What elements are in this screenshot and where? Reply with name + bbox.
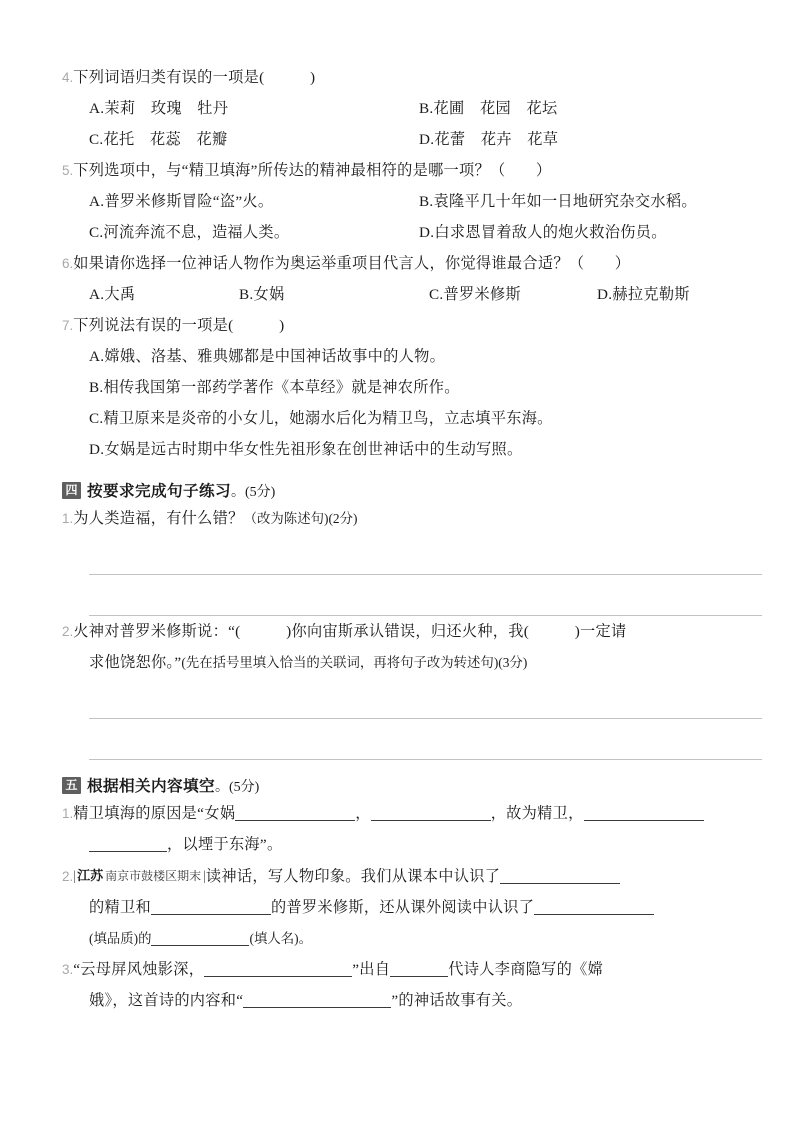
fill-blank[interactable]	[371, 805, 491, 821]
option-row	[89, 124, 762, 155]
section-four-item-1-note: （改为陈述句)(2分)	[243, 511, 358, 526]
section-four-item-2-number: 2.	[62, 624, 74, 639]
fill-blank[interactable]	[204, 961, 352, 977]
section-four-item-1	[62, 503, 762, 534]
option-B[interactable]: B.花圃 花园 花坛	[419, 100, 558, 117]
option-row	[89, 217, 762, 248]
fill-blank[interactable]	[243, 992, 391, 1008]
fill-blank[interactable]	[500, 868, 620, 884]
answer-line[interactable]	[89, 719, 762, 760]
question-5-answer-slot[interactable]	[506, 162, 536, 179]
fill-blank[interactable]	[534, 899, 654, 915]
fill-blank[interactable]	[584, 805, 704, 821]
option-B[interactable]: B.女娲	[239, 286, 285, 303]
option-C[interactable]: C.河流奔流不息，造福人类。	[89, 224, 290, 241]
option-A[interactable]: A.嫦娥、洛基、雅典娜都是中国神话故事中的人物。	[89, 348, 446, 365]
option-D[interactable]: D.白求恩冒着敌人的炮火救治伤员。	[419, 224, 667, 241]
section-four-item-1-answer-area[interactable]	[62, 534, 762, 616]
section-five-heading	[62, 774, 762, 796]
question-7-number: 7.	[62, 318, 74, 333]
section-four-item-2	[62, 616, 762, 678]
fill-blank[interactable]	[151, 930, 249, 946]
section-five-item-3-number: 3.	[62, 962, 74, 977]
region-province: 江苏	[77, 868, 104, 883]
option-A[interactable]: A.大禹	[89, 286, 136, 303]
section-five-item-3-line-1: 3.“云母屏风烛影深， ”出自 代诗人李商隐写的《嫦	[62, 961, 604, 978]
worksheet-content	[62, 62, 762, 1016]
section-five-badge: 五	[62, 777, 81, 794]
section-five-item-2-line-2: 的精卫和 的普罗米修斯，还从课外阅读中认识了	[62, 892, 762, 923]
section-five-item-2-line-1: 2.|江苏 南京市鼓楼区期末 |读神话，写人物印象。我们从课本中认识了	[62, 860, 762, 892]
section-five-item-1-number: 1.	[62, 806, 74, 821]
question-4-stem: 4.下列词语归类有误的一项是( )	[62, 69, 316, 86]
section-four-item-2-line-1: 2.火神对普罗米修斯说：“( )你向宙斯承认错误，归还火种，我( )一定请	[62, 623, 627, 640]
question-6-answer-slot[interactable]	[584, 255, 614, 272]
question-4-number: 4.	[62, 70, 74, 85]
option-C[interactable]: C.花托 花蕊 花瓣	[89, 131, 228, 148]
question-5-stem: 5.下列选项中，与“精卫填海”所传达的精神最相符的是哪一项？（ ）	[62, 162, 552, 179]
answer-line[interactable]	[89, 575, 762, 616]
section-four-title: 按要求完成句子练习	[87, 483, 231, 500]
question-4-answer-slot[interactable]	[264, 69, 310, 86]
section-five-title: 根据相关内容填空	[87, 778, 215, 795]
section-four-item-1-text: 1.为人类造福，有什么错？（改为陈述句)(2分)	[62, 510, 358, 527]
question-4	[62, 62, 762, 155]
option-B[interactable]: B.袁隆平几十年如一日地研究杂交水稻。	[419, 193, 697, 210]
answer-line[interactable]	[89, 678, 762, 719]
section-four-heading	[62, 479, 762, 501]
section-five-item-2-line-3: (填品质)的 (填人名)。	[89, 931, 312, 946]
section-four-item-2-line-2: 求他饶恕你。”(先在括号里填入恰当的关联词，再将句子改为转述句)(3分)	[89, 654, 528, 671]
section-five-item-2-number: 2.	[62, 869, 74, 884]
option-row	[89, 186, 762, 217]
section-four-item-2-answer-area[interactable]	[62, 678, 762, 760]
connective-slot-1[interactable]	[241, 623, 287, 640]
question-6-stem: 6.如果请你选择一位神话人物作为奥运举重项目代言人，你觉得谁最合适？（ ）	[62, 255, 631, 272]
question-5-options	[62, 186, 762, 248]
option-D[interactable]: D.花蕾 花卉 花草	[419, 131, 559, 148]
region-place: 南京市鼓楼区期末	[105, 869, 202, 883]
question-4-options	[62, 93, 762, 155]
section-five-score: 。(5分)	[214, 780, 260, 795]
option-D[interactable]: D.女娲是远古时期中华女性先祖形象在创世神话中的生动写照。	[89, 441, 523, 458]
question-6	[62, 248, 762, 310]
section-five-item-1-line-1: 1.精卫填海的原因是“女娲 ， ，故为精卫，	[62, 798, 762, 829]
section-five-item-3	[62, 954, 762, 1016]
section-four-badge: 四	[62, 482, 81, 499]
option-C[interactable]: C.精卫原来是炎帝的小女儿，她溺水后化为精卫鸟，立志填平东海。	[89, 410, 553, 427]
connective-slot-2[interactable]	[529, 623, 575, 640]
answer-line[interactable]	[89, 534, 762, 575]
option-A[interactable]: A.普罗米修斯冒险“盗”火。	[89, 193, 274, 210]
question-7	[62, 310, 762, 465]
question-5	[62, 155, 762, 248]
fill-blank[interactable]	[235, 805, 355, 821]
fill-blank[interactable]	[390, 961, 448, 977]
question-5-number: 5.	[62, 163, 74, 178]
section-five-item-2	[62, 860, 762, 954]
option-row	[89, 93, 762, 124]
fill-blank[interactable]	[89, 836, 167, 852]
question-6-number: 6.	[62, 256, 74, 271]
section-five-item-1	[62, 798, 762, 860]
fill-blank[interactable]	[151, 899, 271, 915]
question-7-stem: 7.下列说法有误的一项是( )	[62, 317, 285, 334]
tag-left-bar: |	[73, 869, 77, 884]
section-four-item-2-note: (先在括号里填入恰当的关联词，再将句子改为转述句)(3分)	[181, 655, 528, 670]
tag-right-bar: |	[203, 869, 206, 884]
option-D[interactable]: D.赫拉克勒斯	[597, 286, 690, 303]
option-B[interactable]: B.相传我国第一部药学著作《本草经》就是神农所作。	[89, 379, 460, 396]
question-6-options	[62, 279, 762, 310]
question-7-answer-slot[interactable]	[234, 317, 280, 334]
region-source-tag	[73, 860, 206, 892]
section-five-item-3-line-2: 娥》，这首诗的内容和“ ”的神话故事有关。	[89, 992, 523, 1009]
option-C[interactable]: C.普罗米修斯	[429, 286, 521, 303]
section-five-item-1-line-2: ，以堙于东海”。	[62, 829, 762, 860]
section-four-score: 。(5分)	[230, 485, 276, 500]
option-row	[89, 279, 762, 310]
option-A[interactable]: A.茉莉 玫瑰 牡丹	[89, 100, 229, 117]
section-four-item-1-number: 1.	[62, 511, 74, 526]
